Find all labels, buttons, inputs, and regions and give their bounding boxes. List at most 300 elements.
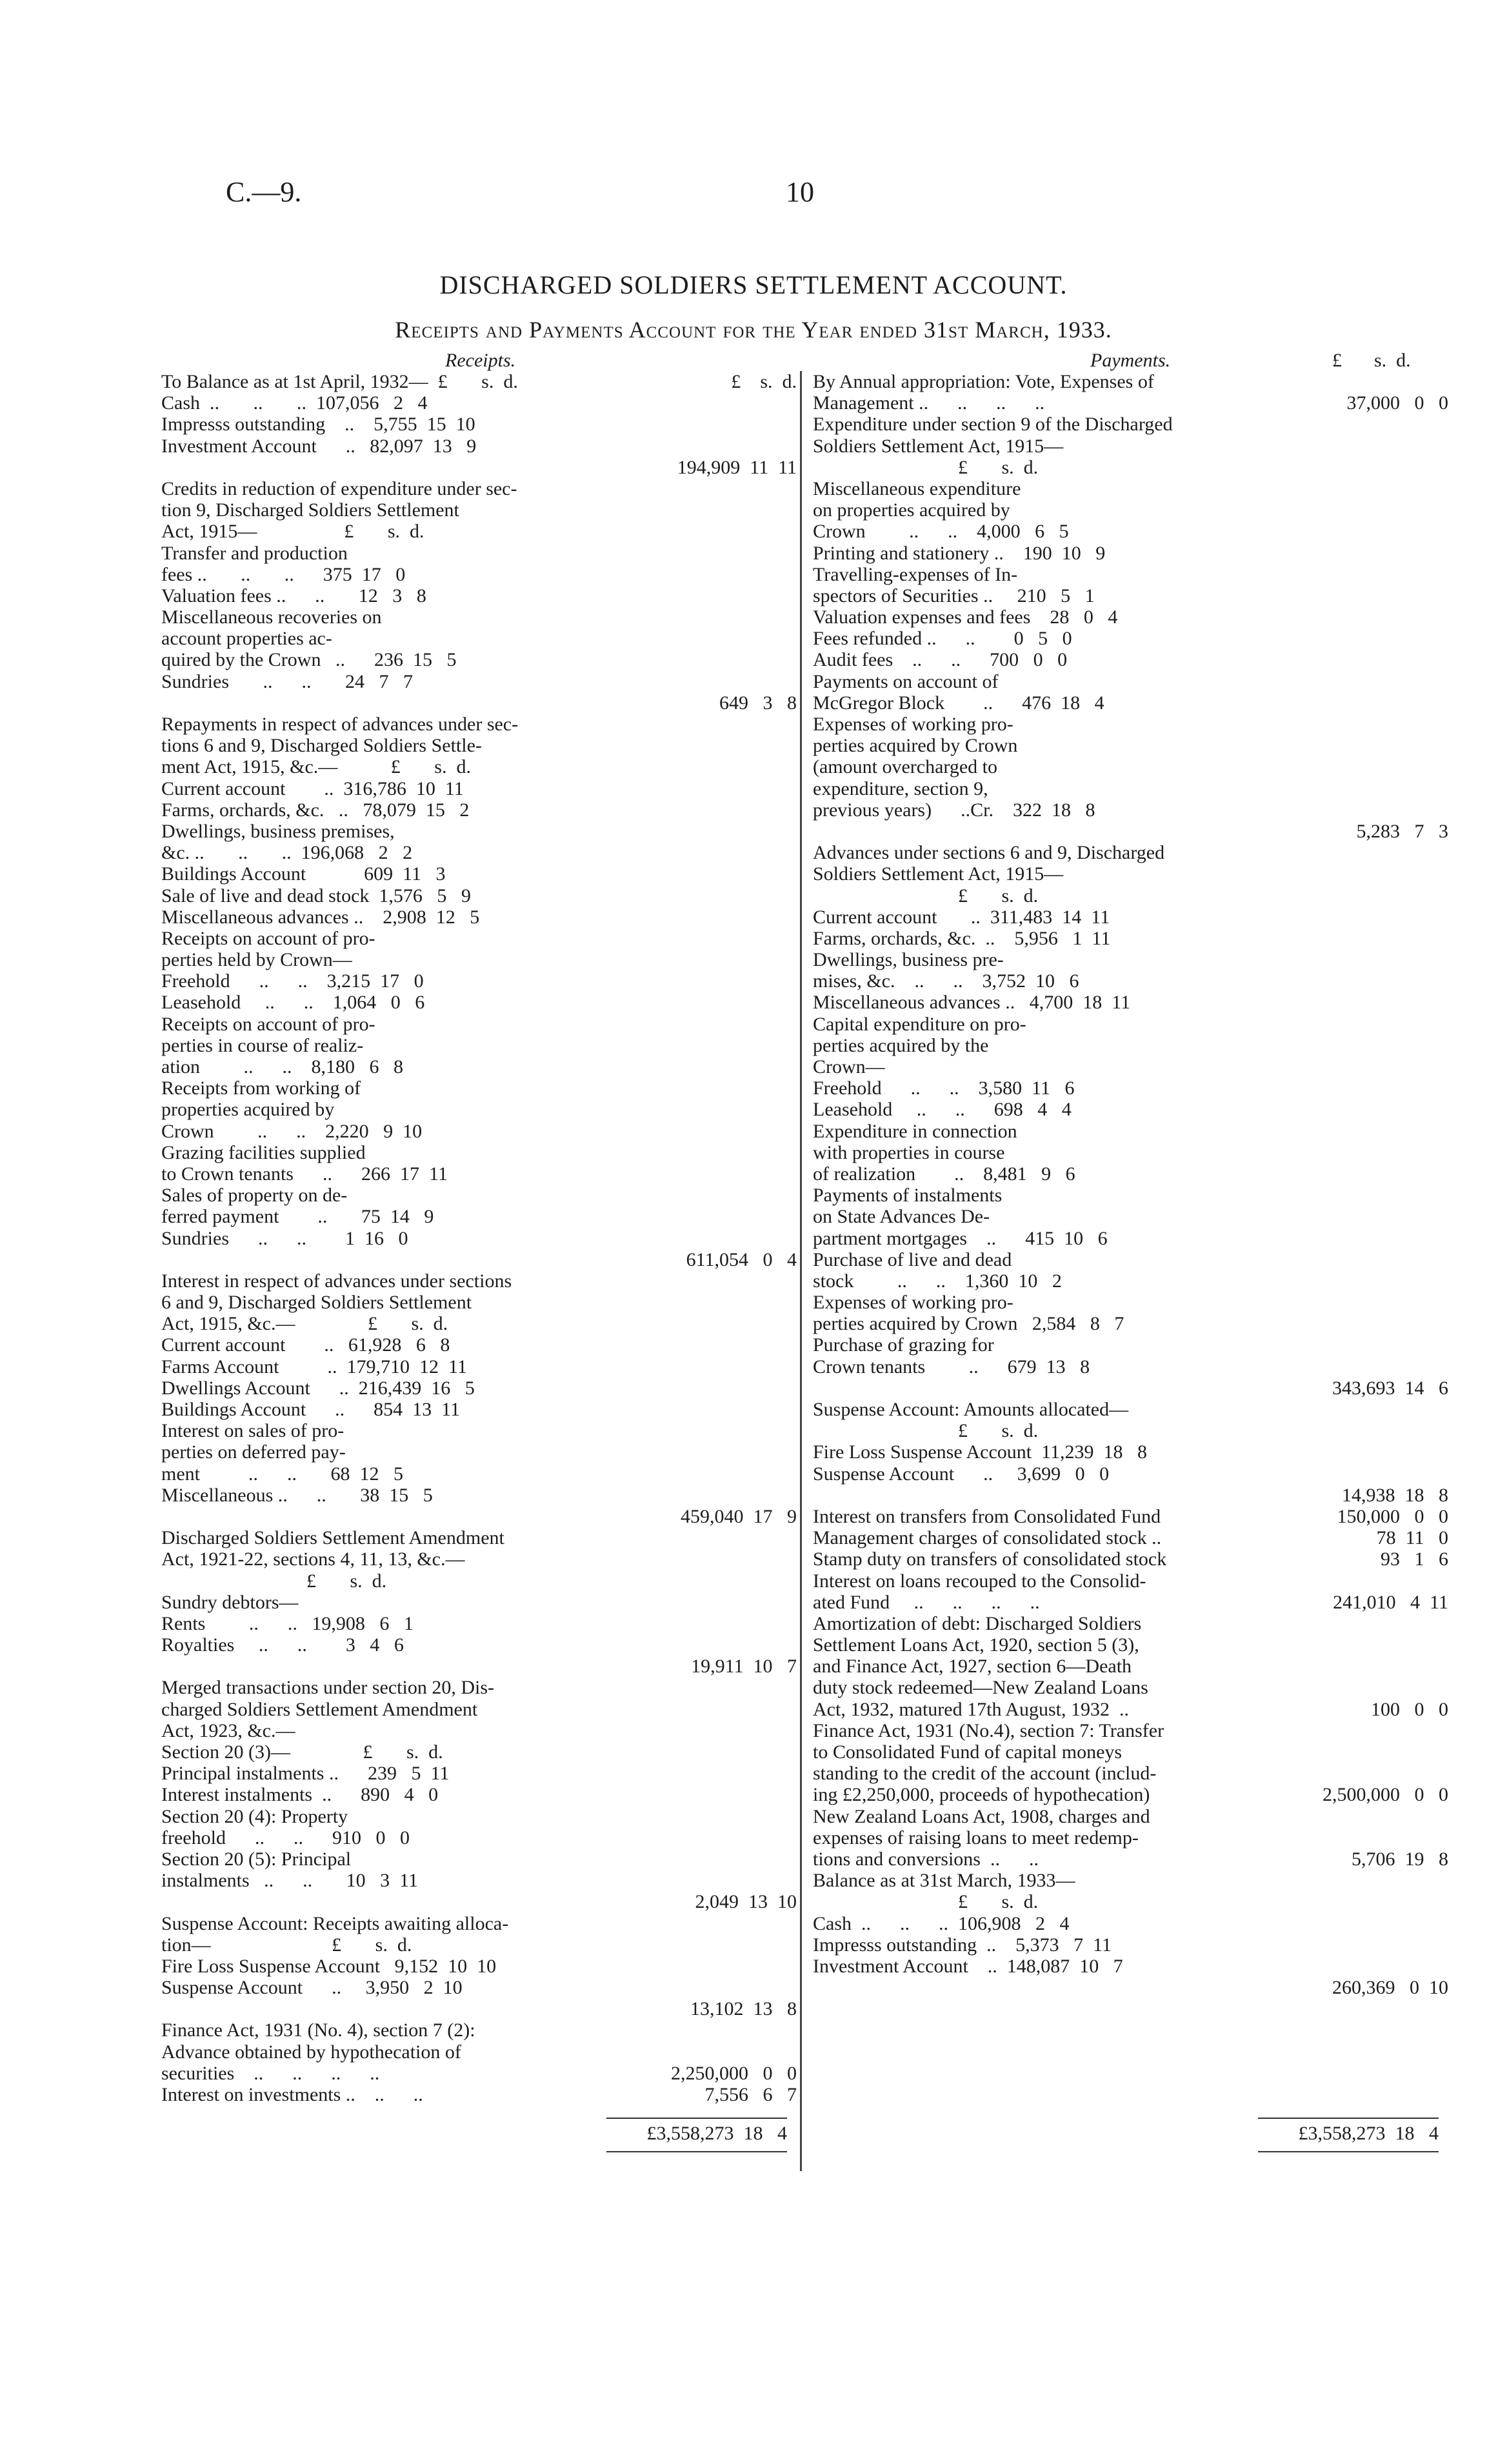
payments-line — [813, 564, 1448, 585]
receipts-text: account properties ac- — [161, 628, 332, 650]
receipts-text: Grazing facilities supplied — [161, 1141, 366, 1163]
receipts-line — [161, 1656, 797, 1677]
receipts-text: Investment Account .. 82,097 13 9 — [161, 435, 477, 457]
receipts-line — [161, 1592, 797, 1613]
payments-text: Dwellings, business pre- — [813, 949, 1004, 971]
receipts-text: ferred payment .. 75 14 9 — [161, 1206, 434, 1228]
payments-text: Amortization of debt: Discharged Soldiers — [813, 1612, 1142, 1634]
receipts-text: Crown .. .. 2,220 9 10 — [161, 1120, 423, 1142]
receipts-line — [161, 2063, 797, 2084]
payments-amount: 343,693 14 6 — [1332, 1377, 1448, 1399]
payments-text: perties acquired by Crown 2,584 8 7 — [813, 1313, 1124, 1335]
receipts-line — [161, 692, 797, 714]
payments-amount: 150,000 0 0 — [1337, 1505, 1448, 1527]
receipts-line — [161, 1185, 797, 1206]
receipts-line — [161, 1334, 797, 1356]
payments-text: Payments on account of — [813, 670, 999, 692]
receipts-text: Cash .. .. .. 107,056 2 4 — [161, 392, 428, 414]
payments-line — [813, 543, 1448, 564]
payments-line — [813, 1956, 1448, 1977]
receipts-line — [161, 992, 797, 1013]
payments-line — [813, 970, 1448, 992]
payments-line — [813, 821, 1448, 842]
receipts-line — [161, 1056, 797, 1077]
payments-line — [813, 1570, 1448, 1592]
payments-line — [813, 1548, 1448, 1570]
payments-line — [813, 1784, 1448, 1805]
payments-text: Finance Act, 1931 (No.4), section 7: Transfer — [813, 1719, 1164, 1741]
receipts-line — [161, 1956, 797, 1977]
receipts-text: Buildings Account 609 11 3 — [161, 863, 446, 885]
payments-line — [813, 928, 1448, 949]
payments-amount: 78 11 0 — [1376, 1527, 1448, 1549]
payments-column — [813, 371, 1448, 1998]
receipts-text: ation .. .. 8,180 6 8 — [161, 1056, 403, 1077]
receipts-text: Sale of live and dead stock 1,576 5 9 — [161, 885, 471, 906]
payments-text: mises, &c. .. .. 3,752 10 6 — [813, 970, 1079, 992]
payments-text: previous years) ..Cr. 322 18 8 — [813, 799, 1095, 821]
payments-line — [813, 756, 1448, 777]
receipts-text: Valuation fees .. .. 12 3 8 — [161, 585, 426, 606]
payments-text: £ s. d. — [813, 1420, 1039, 1442]
receipts-amount: 7,556 6 7 — [704, 2084, 797, 2105]
payments-text: expenditure, section 9, — [813, 777, 988, 799]
payments-text: Soldiers Settlement Act, 1915— — [813, 863, 1064, 885]
payments-text: spectors of Securities .. 210 5 1 — [813, 585, 1095, 606]
receipts-line — [161, 1527, 797, 1548]
receipts-amount: 459,040 17 9 — [681, 1505, 797, 1527]
receipts-line — [161, 799, 797, 821]
receipts-line — [161, 1699, 797, 1720]
receipts-text: Transfer and production — [161, 542, 348, 564]
payments-line — [813, 949, 1448, 970]
receipts-total-rule-bottom — [606, 2151, 787, 2152]
payments-text: Investment Account .. 148,087 10 7 — [813, 1955, 1123, 1977]
receipts-text: Miscellaneous .. .. 38 15 5 — [161, 1484, 433, 1506]
receipts-text: Finance Act, 1931 (No. 4), section 7 (2): — [161, 2019, 475, 2041]
payments-text: standing to the credit of the account (includ- — [813, 1763, 1157, 1785]
payments-line — [813, 628, 1448, 649]
payments-text: Fees refunded .. .. 0 5 0 — [813, 628, 1072, 650]
payments-text: Crown— — [813, 1056, 885, 1077]
receipts-line — [161, 1720, 797, 1741]
payments-line — [813, 1356, 1448, 1377]
receipts-text: Sundries .. .. 24 7 7 — [161, 670, 413, 692]
payments-text: McGregor Block .. 476 18 4 — [813, 692, 1104, 714]
receipts-text: &c. .. .. .. 196,068 2 2 — [161, 842, 413, 864]
payments-text: Freehold .. .. 3,580 11 6 — [813, 1077, 1075, 1099]
receipts-line — [161, 885, 797, 906]
receipts-line — [161, 1998, 797, 2019]
payments-line — [813, 1163, 1448, 1185]
payments-text: with properties in course — [813, 1141, 1005, 1163]
payments-text: Balance as at 31st March, 1933— — [813, 1870, 1075, 1892]
payments-text: Valuation expenses and fees 28 0 4 — [813, 606, 1118, 628]
receipts-text: Buildings Account .. 854 13 11 — [161, 1399, 461, 1420]
payments-line — [813, 436, 1448, 457]
payments-line — [813, 1891, 1448, 1912]
payments-text: of realization .. 8,481 9 6 — [813, 1163, 1075, 1185]
payments-text: Interest on transfers from Consolidated Fund — [813, 1505, 1161, 1527]
payments-text: Capital expenditure on pro- — [813, 1013, 1026, 1035]
payments-total-rule-top — [1258, 2118, 1439, 2119]
receipts-line — [161, 628, 797, 649]
payments-text: New Zealand Loans Act, 1908, charges and — [813, 1805, 1150, 1827]
payments-line — [813, 799, 1448, 821]
payments-text: Settlement Loans Act, 1920, section 5 (3), — [813, 1634, 1139, 1656]
receipts-line — [161, 564, 797, 585]
receipts-text: Suspense Account: Receipts awaiting alloca- — [161, 1912, 509, 1934]
payments-text: Expenses of working pro- — [813, 714, 1013, 735]
payments-line — [813, 1185, 1448, 1206]
payments-text: Payments of instalments — [813, 1185, 1003, 1207]
receipts-line — [161, 1228, 797, 1249]
receipts-text: ment .. .. 68 12 5 — [161, 1463, 403, 1485]
payments-line — [813, 1035, 1448, 1056]
payments-line — [813, 1741, 1448, 1763]
receipts-line — [161, 1077, 797, 1099]
page-header-left: C.—9. — [226, 176, 302, 208]
payments-text: Management .. .. .. .. — [813, 392, 1045, 414]
payments-text: perties acquired by Crown — [813, 735, 1018, 757]
receipts-text: Suspense Account .. 3,950 2 10 — [161, 1977, 463, 1999]
receipts-line — [161, 585, 797, 606]
receipts-line — [161, 392, 797, 414]
receipts-amount: 649 3 8 — [719, 692, 797, 714]
receipts-line — [161, 735, 797, 756]
payments-line — [813, 735, 1448, 756]
payments-line — [813, 714, 1448, 735]
payments-line — [813, 1334, 1448, 1356]
payments-line — [813, 414, 1448, 435]
payments-line — [813, 1463, 1448, 1485]
document-title: DISCHARGED SOLDIERS SETTLEMENT ACCOUNT. — [439, 270, 1068, 299]
receipts-line — [161, 1356, 797, 1377]
receipts-line — [161, 2041, 797, 2063]
receipts-line — [161, 756, 797, 777]
payments-line — [813, 1506, 1448, 1527]
payments-line — [813, 1292, 1448, 1313]
payments-text: Purchase of live and dead — [813, 1248, 1012, 1270]
payments-text: (amount overcharged to — [813, 756, 998, 778]
receipts-line — [161, 1806, 797, 1827]
column-divider — [800, 371, 802, 2171]
receipts-column-header: £ s. d. — [731, 371, 797, 392]
receipts-text: properties acquired by — [161, 1099, 335, 1121]
payments-line — [813, 1420, 1448, 1441]
receipts-text: Section 20 (5): Principal — [161, 1848, 352, 1870]
receipts-line — [161, 1677, 797, 1698]
receipts-line — [161, 1763, 797, 1784]
receipts-text: Sales of property on de- — [161, 1185, 348, 1207]
receipts-text: Miscellaneous advances .. 2,908 12 5 — [161, 906, 480, 928]
receipts-text: perties on deferred pay- — [161, 1441, 346, 1463]
payments-text: By Annual appropriation: Vote, Expenses of — [813, 371, 1154, 392]
payments-text: tions and conversions .. .. — [813, 1848, 1039, 1870]
receipts-text: Advance obtained by hypothecation of — [161, 2041, 461, 2063]
payments-line — [813, 692, 1448, 714]
receipts-line — [161, 778, 797, 799]
receipts-text: freehold .. .. 910 0 0 — [161, 1827, 410, 1848]
payments-total: £3,558,273 18 4 — [1298, 2123, 1439, 2144]
receipts-amount: 611,054 0 4 — [686, 1248, 797, 1270]
receipts-text: securities .. .. .. .. — [161, 2062, 380, 2084]
payments-line — [813, 1699, 1448, 1720]
receipts-line — [161, 1014, 797, 1035]
payments-line — [813, 1228, 1448, 1249]
receipts-total-rule-top — [606, 2118, 787, 2119]
payments-amount: 241,010 4 11 — [1333, 1591, 1448, 1613]
payments-text: Crown tenants .. 679 13 8 — [813, 1356, 1090, 1377]
receipts-line — [161, 606, 797, 628]
payments-heading: Payments. — [1090, 350, 1171, 371]
payments-line — [813, 478, 1448, 499]
receipts-text: Leasehold .. .. 1,064 0 6 — [161, 992, 425, 1014]
payments-amount: 100 0 0 — [1371, 1698, 1448, 1720]
receipts-line — [161, 649, 797, 670]
receipts-text: charged Soldiers Settlement Amendment — [161, 1698, 478, 1720]
payments-line — [813, 1806, 1448, 1827]
receipts-text: Receipts on account of pro- — [161, 927, 375, 949]
receipts-text: Interest in respect of advances under sections — [161, 1270, 512, 1292]
receipts-text: £ s. d. — [161, 1570, 387, 1592]
payments-amount: 14,938 18 8 — [1342, 1484, 1448, 1506]
payments-text: Interest on loans recouped to the Consolid- — [813, 1570, 1146, 1592]
receipts-text: Receipts from working of — [161, 1077, 361, 1099]
payments-line — [813, 671, 1448, 692]
receipts-text: Credits in reduction of expenditure under sec- — [161, 477, 517, 499]
payments-line — [813, 1677, 1448, 1698]
receipts-line — [161, 842, 797, 863]
receipts-heading: Receipts. — [445, 350, 516, 371]
receipts-line — [161, 949, 797, 970]
receipts-line — [161, 436, 797, 457]
payments-line — [813, 1720, 1448, 1741]
payments-line — [813, 1399, 1448, 1420]
receipts-line — [161, 1548, 797, 1570]
payments-text: Soldiers Settlement Act, 1915— — [813, 435, 1064, 457]
receipts-text: quired by the Crown .. 236 15 5 — [161, 649, 457, 671]
receipts-text: 6 and 9, Discharged Soldiers Settlement — [161, 1292, 472, 1314]
receipts-text: Act, 1921-22, sections 4, 11, 13, &c.— — [161, 1548, 465, 1570]
payments-text: Leasehold .. .. 698 4 4 — [813, 1099, 1072, 1121]
payments-text: Printing and stationery .. 190 10 9 — [813, 542, 1106, 564]
receipts-text: Section 20 (3)— £ s. d. — [161, 1741, 443, 1763]
payments-text: ated Fund .. .. .. .. — [813, 1591, 1040, 1613]
receipts-line — [161, 1121, 797, 1142]
receipts-line — [161, 1870, 797, 1891]
payments-line — [813, 1014, 1448, 1035]
payments-line — [813, 863, 1448, 885]
receipts-line — [161, 671, 797, 692]
payments-line — [813, 649, 1448, 670]
payments-line — [813, 906, 1448, 928]
receipts-line — [161, 1249, 797, 1270]
payments-text: partment mortgages .. 415 10 6 — [813, 1227, 1108, 1249]
receipts-text: Discharged Soldiers Settlement Amendment — [161, 1527, 504, 1549]
receipts-text: to Crown tenants .. 266 17 11 — [161, 1163, 448, 1185]
payments-line — [813, 1848, 1448, 1870]
payments-amount: 2,500,000 0 0 — [1322, 1784, 1448, 1806]
payments-line — [813, 392, 1448, 414]
receipts-text: Farms, orchards, &c. .. 78,079 15 2 — [161, 799, 470, 821]
receipts-amount: 2,250,000 0 0 — [671, 2062, 797, 2084]
receipts-text: Impresss outstanding .. 5,755 15 10 — [161, 414, 475, 436]
payments-text: Expenditure in connection — [813, 1120, 1017, 1142]
receipts-line — [161, 1292, 797, 1313]
payments-line — [813, 1121, 1448, 1142]
receipts-line — [161, 714, 797, 735]
payments-pounds-header: £ — [1332, 350, 1342, 371]
payments-line — [813, 1313, 1448, 1334]
payments-text: Advances under sections 6 and 9, Discharged — [813, 842, 1165, 864]
receipts-line — [161, 2019, 797, 2041]
receipts-text: Current account .. 316,786 10 11 — [161, 777, 464, 799]
receipts-text: Royalties .. .. 3 4 6 — [161, 1634, 404, 1656]
receipts-line — [161, 2084, 797, 2105]
receipts-text: Sundry debtors— — [161, 1591, 299, 1613]
receipts-column — [161, 371, 797, 2105]
payments-text: Cash .. .. .. 106,908 2 4 — [813, 1912, 1070, 1934]
payments-text: Miscellaneous expenditure — [813, 477, 1021, 499]
payments-text: Expenditure under section 9 of the Discharged — [813, 414, 1173, 436]
receipts-text: tions 6 and 9, Discharged Soldiers Settle- — [161, 735, 482, 757]
receipts-text: Freehold .. .. 3,215 17 0 — [161, 970, 424, 992]
receipts-text: tion— £ s. d. — [161, 1934, 412, 1956]
payments-text: Travelling-expenses of In- — [813, 563, 1018, 585]
receipts-line — [161, 1848, 797, 1870]
receipts-amount: 194,909 11 11 — [677, 456, 797, 478]
payments-amount: 260,369 0 10 — [1332, 1977, 1448, 1999]
payments-total-rule-bottom — [1258, 2151, 1439, 2152]
payments-text: Crown .. .. 4,000 6 5 — [813, 521, 1069, 543]
receipts-line — [161, 1270, 797, 1292]
payments-text: £ s. d. — [813, 1891, 1039, 1913]
receipts-line — [161, 906, 797, 928]
receipts-amount: 19,911 10 7 — [691, 1656, 797, 1678]
payments-text: stock .. .. 1,360 10 2 — [813, 1270, 1062, 1292]
receipts-line — [161, 970, 797, 992]
payments-text: Impresss outstanding .. 5,373 7 11 — [813, 1934, 1112, 1956]
receipts-line — [161, 1913, 797, 1934]
receipts-line — [161, 1784, 797, 1805]
receipts-line — [161, 1420, 797, 1441]
payments-text: on properties acquired by — [813, 499, 1010, 521]
payments-line — [813, 1206, 1448, 1227]
receipts-line — [161, 1570, 797, 1592]
payments-line — [813, 1592, 1448, 1613]
payments-line — [813, 1913, 1448, 1934]
payments-text: £ s. d. — [813, 456, 1039, 478]
receipts-text: perties in course of realiz- — [161, 1034, 364, 1056]
payments-line — [813, 1977, 1448, 1998]
receipts-text: tion 9, Discharged Soldiers Settlement — [161, 499, 459, 521]
payments-line — [813, 1441, 1448, 1463]
payments-text: Suspense Account .. 3,699 0 0 — [813, 1463, 1110, 1485]
receipts-line — [161, 478, 797, 499]
payments-line — [813, 992, 1448, 1013]
receipts-line — [161, 1934, 797, 1956]
receipts-text: Act, 1915, &c.— £ s. d. — [161, 1313, 448, 1335]
payments-line — [813, 1270, 1448, 1292]
receipts-text: Interest on investments .. .. .. — [161, 2084, 423, 2105]
receipts-line — [161, 1977, 797, 1998]
receipts-line — [161, 371, 797, 392]
payments-text: Miscellaneous advances .. 4,700 18 11 — [813, 992, 1131, 1014]
receipts-text: Act, 1923, &c.— — [161, 1719, 295, 1741]
payments-line — [813, 1142, 1448, 1163]
receipts-line — [161, 1399, 797, 1420]
receipts-text: Sundries .. .. 1 16 0 — [161, 1227, 408, 1249]
receipts-line — [161, 1463, 797, 1485]
receipts-line — [161, 1891, 797, 1912]
payments-text: Fire Loss Suspense Account 11,239 18 8 — [813, 1441, 1148, 1463]
payments-line — [813, 1656, 1448, 1677]
receipts-line — [161, 457, 797, 478]
receipts-line — [161, 821, 797, 842]
payments-line — [813, 1099, 1448, 1120]
payments-line — [813, 1634, 1448, 1656]
receipts-line — [161, 499, 797, 521]
receipts-line — [161, 1377, 797, 1399]
receipts-line — [161, 928, 797, 949]
payments-text: and Finance Act, 1927, section 6—Death — [813, 1656, 1132, 1678]
payments-line — [813, 885, 1448, 906]
receipts-line — [161, 1827, 797, 1848]
payments-amount: 5,706 19 8 — [1352, 1848, 1448, 1870]
receipts-text: Dwellings, business premises, — [161, 820, 395, 842]
receipts-line — [161, 1035, 797, 1056]
payments-text: £ s. d. — [813, 885, 1039, 906]
receipts-text: Section 20 (4): Property — [161, 1805, 348, 1827]
receipts-text: Interest instalments .. 890 4 0 — [161, 1784, 439, 1806]
payments-line — [813, 1377, 1448, 1399]
payments-line — [813, 371, 1448, 392]
payments-text: Audit fees .. .. 700 0 0 — [813, 649, 1068, 671]
receipts-line — [161, 1613, 797, 1634]
receipts-line — [161, 1634, 797, 1656]
payments-text: Suspense Account: Amounts allocated— — [813, 1399, 1129, 1420]
receipts-text: Interest on sales of pro- — [161, 1420, 344, 1442]
receipts-text: Receipts on account of pro- — [161, 1013, 375, 1035]
receipts-text: fees .. .. .. 375 17 0 — [161, 563, 406, 585]
receipts-amount: 2,049 13 10 — [695, 1891, 797, 1913]
receipts-line — [161, 1485, 797, 1506]
receipts-text: Rents .. .. 19,908 6 1 — [161, 1612, 414, 1634]
payments-text: expenses of raising loans to meet redemp- — [813, 1827, 1139, 1848]
payments-line — [813, 1613, 1448, 1634]
payments-line — [813, 1827, 1448, 1848]
receipts-text: Miscellaneous recoveries on — [161, 606, 382, 628]
payments-line — [813, 457, 1448, 478]
payments-line — [813, 778, 1448, 799]
receipts-text: To Balance as at 1st April, 1932— £ s. d. — [161, 371, 518, 392]
payments-text: Farms, orchards, &c. .. 5,956 1 11 — [813, 927, 1111, 949]
payments-text: Purchase of grazing for — [813, 1334, 994, 1356]
receipts-text: ment Act, 1915, &c.— £ s. d. — [161, 756, 471, 778]
payments-text: Expenses of working pro- — [813, 1292, 1013, 1314]
receipts-line — [161, 1099, 797, 1120]
receipts-line — [161, 1142, 797, 1163]
receipts-total: £3,558,273 18 4 — [646, 2123, 787, 2144]
receipts-text: Current account .. 61,928 6 8 — [161, 1334, 450, 1356]
payments-text: Management charges of consolidated stock .. — [813, 1527, 1162, 1549]
receipts-text: instalments .. .. 10 3 11 — [161, 1870, 419, 1892]
payments-line — [813, 1527, 1448, 1548]
receipts-line — [161, 1441, 797, 1463]
payments-line — [813, 606, 1448, 628]
payments-amount: 93 1 6 — [1381, 1548, 1448, 1570]
